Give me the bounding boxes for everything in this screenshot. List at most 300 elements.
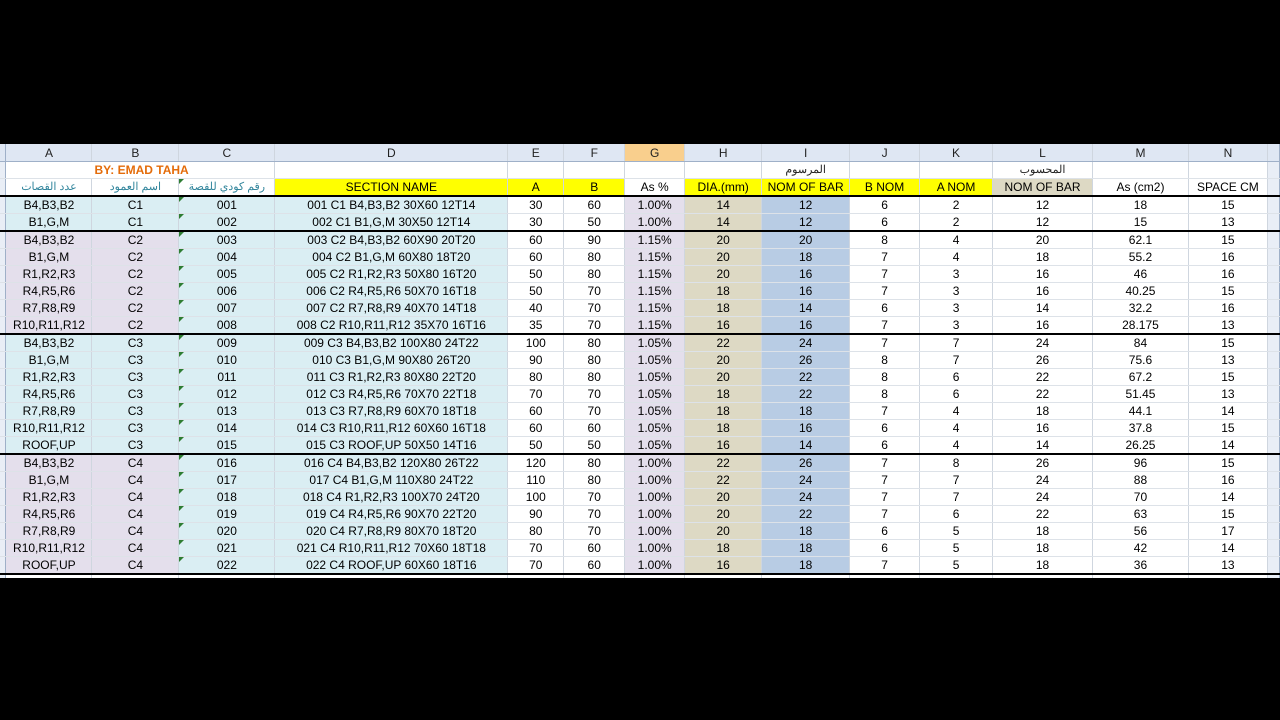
cell-count[interactable]: R10,R11,R12 [6, 317, 92, 335]
cell-nom-of-bar-calc[interactable]: 22 [993, 386, 1093, 403]
cell[interactable] [1093, 162, 1189, 179]
cell-count[interactable]: R1,R2,R3 [6, 266, 92, 283]
cell-a-nom[interactable]: 5 [920, 523, 993, 540]
cell-section-name[interactable]: 004 C2 B1,G,M 60X80 18T20 [275, 249, 508, 266]
cell-section-name[interactable]: 012 C3 R4,R5,R6 70X70 22T18 [275, 386, 508, 403]
cell-column[interactable]: C2 [92, 266, 179, 283]
header-cell-code[interactable]: رقم كودي للقصة [179, 179, 275, 197]
header-cell-count[interactable]: عدد القصات [6, 179, 92, 197]
cell-space[interactable]: 13 [1188, 386, 1267, 403]
cell-b-nom[interactable]: 6 [850, 437, 920, 455]
cell-column[interactable]: C2 [92, 317, 179, 335]
cell-space[interactable]: 14 [1188, 437, 1267, 455]
cell[interactable] [1188, 574, 1267, 578]
cell-a[interactable]: 50 [508, 283, 564, 300]
cell-b[interactable]: 70 [564, 317, 625, 335]
cell-a-nom[interactable]: 7 [920, 472, 993, 489]
cell-dia[interactable]: 18 [685, 420, 762, 437]
cell-section-name[interactable]: 018 C4 R1,R2,R3 100X70 24T20 [275, 489, 508, 506]
cell-dia[interactable]: 18 [685, 540, 762, 557]
cell-nom-of-bar-calc[interactable]: 18 [993, 523, 1093, 540]
cell-b-nom[interactable]: 6 [850, 540, 920, 557]
cell-column[interactable]: C3 [92, 334, 179, 352]
cell[interactable] [564, 162, 625, 179]
cell-code[interactable]: 002 [179, 214, 275, 232]
cell-count[interactable]: B4,B3,B2 [6, 334, 92, 352]
cell-nom-of-bar[interactable]: 12 [762, 196, 850, 214]
cell-b[interactable]: 50 [564, 437, 625, 455]
cell-b-nom[interactable]: 7 [850, 557, 920, 575]
cell-b-nom[interactable]: 7 [850, 472, 920, 489]
cell-b[interactable]: 70 [564, 489, 625, 506]
cell-code[interactable]: 009 [179, 334, 275, 352]
cell-dia[interactable]: 18 [685, 386, 762, 403]
cell-a[interactable]: 35 [508, 317, 564, 335]
cell-count[interactable]: B1,G,M [6, 249, 92, 266]
cell-count[interactable]: R1,R2,R3 [6, 369, 92, 386]
cell-a[interactable]: 120 [508, 454, 564, 472]
cell-b[interactable]: 80 [564, 352, 625, 369]
cell-dia[interactable]: 14 [685, 214, 762, 232]
cell-nom-of-bar[interactable]: 26 [762, 352, 850, 369]
cell-section-name[interactable]: 017 C4 B1,G,M 110X80 24T22 [275, 472, 508, 489]
cell[interactable] [92, 574, 179, 578]
header-cell-section-name[interactable]: SECTION NAME [275, 179, 508, 197]
cell-nom-of-bar[interactable]: 26 [762, 454, 850, 472]
cell-nom-of-bar[interactable]: 16 [762, 420, 850, 437]
cell-column[interactable]: C3 [92, 437, 179, 455]
cell-column[interactable]: C4 [92, 506, 179, 523]
cell-dia[interactable]: 20 [685, 249, 762, 266]
cell-nom-of-bar[interactable]: 24 [762, 334, 850, 352]
cell-a[interactable]: 30 [508, 214, 564, 232]
cell-column[interactable]: C2 [92, 300, 179, 317]
cell-nom-of-bar-calc[interactable]: 18 [993, 249, 1093, 266]
cell-section-name[interactable]: 009 C3 B4,B3,B2 100X80 24T22 [275, 334, 508, 352]
cell[interactable] [685, 162, 762, 179]
cell-space[interactable]: 15 [1188, 283, 1267, 300]
cell-as-percent[interactable]: 1.00% [625, 454, 685, 472]
cell-a[interactable]: 40 [508, 300, 564, 317]
cell-space[interactable]: 13 [1188, 317, 1267, 335]
cell-as-cm2[interactable]: 88 [1093, 472, 1189, 489]
cell-dia[interactable]: 22 [685, 454, 762, 472]
cell-b[interactable]: 80 [564, 266, 625, 283]
cell-a-nom[interactable]: 7 [920, 334, 993, 352]
cell-space[interactable]: 13 [1188, 214, 1267, 232]
cell-space[interactable]: 15 [1188, 420, 1267, 437]
cell-a[interactable]: 50 [508, 266, 564, 283]
cell-b[interactable]: 50 [564, 214, 625, 232]
cell-a-nom[interactable]: 3 [920, 266, 993, 283]
cell-code[interactable]: 015 [179, 437, 275, 455]
cell-nom-of-bar-calc[interactable]: 24 [993, 334, 1093, 352]
cell-nom-of-bar-calc[interactable]: 14 [993, 437, 1093, 455]
cell-as-cm2[interactable]: 96 [1093, 454, 1189, 472]
cell-column[interactable]: C1 [92, 196, 179, 214]
cell-code[interactable]: 006 [179, 283, 275, 300]
cell-nom-of-bar-calc[interactable]: 24 [993, 472, 1093, 489]
cell-a-nom[interactable]: 3 [920, 317, 993, 335]
column-header[interactable]: C [179, 144, 275, 162]
cell-code[interactable]: 013 [179, 403, 275, 420]
cell[interactable] [275, 574, 508, 578]
cell-section-name[interactable]: 014 C3 R10,R11,R12 60X60 16T18 [275, 420, 508, 437]
cell-dia[interactable]: 16 [685, 437, 762, 455]
cell-a-nom[interactable]: 7 [920, 489, 993, 506]
cell-as-cm2[interactable]: 37.8 [1093, 420, 1189, 437]
cell-as-cm2[interactable]: 55.2 [1093, 249, 1189, 266]
cell-a[interactable]: 70 [508, 540, 564, 557]
cell-a[interactable]: 110 [508, 472, 564, 489]
cell-count[interactable]: B1,G,M [6, 472, 92, 489]
cell-b-nom[interactable]: 6 [850, 523, 920, 540]
header-cell-nom-of-bar-calc[interactable]: NOM OF BAR [993, 179, 1093, 197]
header-cell-as-cm2[interactable]: As (cm2) [1093, 179, 1189, 197]
cell-as-cm2[interactable]: 75.6 [1093, 352, 1189, 369]
cell-a[interactable]: 90 [508, 352, 564, 369]
cell-b[interactable]: 90 [564, 231, 625, 249]
cell-space[interactable]: 15 [1188, 196, 1267, 214]
cell-b[interactable]: 60 [564, 557, 625, 575]
cell-as-percent[interactable]: 1.00% [625, 523, 685, 540]
cell[interactable] [508, 574, 564, 578]
cell-nom-of-bar[interactable]: 18 [762, 403, 850, 420]
cell[interactable] [850, 574, 920, 578]
author-cell[interactable]: BY: EMAD TAHA [6, 162, 275, 179]
column-header[interactable]: B [92, 144, 179, 162]
arabic-calc-label[interactable]: المحسوب [993, 162, 1093, 179]
cell-column[interactable]: C4 [92, 489, 179, 506]
cell-b-nom[interactable]: 7 [850, 489, 920, 506]
cell-nom-of-bar-calc[interactable]: 12 [993, 214, 1093, 232]
cell-as-percent[interactable]: 1.15% [625, 231, 685, 249]
cell-section-name[interactable]: 015 C3 ROOF,UP 50X50 14T16 [275, 437, 508, 455]
cell-section-name[interactable]: 001 C1 B4,B3,B2 30X60 12T14 [275, 196, 508, 214]
cell-nom-of-bar[interactable]: 22 [762, 506, 850, 523]
cell-b[interactable]: 80 [564, 454, 625, 472]
cell-nom-of-bar[interactable]: 18 [762, 557, 850, 575]
cell-dia[interactable]: 16 [685, 317, 762, 335]
cell-b-nom[interactable]: 6 [850, 214, 920, 232]
column-header[interactable]: H [685, 144, 762, 162]
column-header[interactable]: A [6, 144, 92, 162]
cell[interactable] [564, 574, 625, 578]
cell-a[interactable]: 80 [508, 523, 564, 540]
cell-nom-of-bar-calc[interactable]: 26 [993, 352, 1093, 369]
cell-count[interactable]: R10,R11,R12 [6, 540, 92, 557]
cell-grid[interactable] [0, 144, 1280, 578]
cell-as-cm2[interactable]: 56 [1093, 523, 1189, 540]
header-cell-b-nom[interactable]: B NOM [850, 179, 920, 197]
cell-b-nom[interactable]: 7 [850, 249, 920, 266]
cell-count[interactable]: B4,B3,B2 [6, 231, 92, 249]
cell-nom-of-bar[interactable]: 16 [762, 266, 850, 283]
cell[interactable] [762, 574, 850, 578]
cell-dia[interactable]: 22 [685, 472, 762, 489]
cell-as-cm2[interactable]: 84 [1093, 334, 1189, 352]
cell-b[interactable]: 80 [564, 249, 625, 266]
cell-a-nom[interactable]: 3 [920, 283, 993, 300]
cell-space[interactable]: 15 [1188, 454, 1267, 472]
cell-dia[interactable]: 20 [685, 231, 762, 249]
cell-as-cm2[interactable]: 36 [1093, 557, 1189, 575]
cell-section-name[interactable]: 021 C4 R10,R11,R12 70X60 18T18 [275, 540, 508, 557]
cell-count[interactable]: R7,R8,R9 [6, 300, 92, 317]
cell-dia[interactable]: 20 [685, 266, 762, 283]
cell-nom-of-bar[interactable]: 14 [762, 437, 850, 455]
cell-code[interactable]: 020 [179, 523, 275, 540]
cell-nom-of-bar-calc[interactable]: 26 [993, 454, 1093, 472]
cell-count[interactable]: R7,R8,R9 [6, 523, 92, 540]
cell[interactable] [1267, 574, 1279, 578]
cell-as-cm2[interactable]: 46 [1093, 266, 1189, 283]
cell-b-nom[interactable]: 6 [850, 196, 920, 214]
cell-b[interactable]: 60 [564, 540, 625, 557]
cell-a[interactable]: 30 [508, 196, 564, 214]
cell-a[interactable]: 60 [508, 249, 564, 266]
cell-nom-of-bar-calc[interactable]: 14 [993, 300, 1093, 317]
cell-column[interactable]: C2 [92, 283, 179, 300]
cell-nom-of-bar[interactable]: 14 [762, 300, 850, 317]
column-header[interactable]: D [275, 144, 508, 162]
cell-a[interactable]: 70 [508, 557, 564, 575]
cell-a[interactable]: 100 [508, 334, 564, 352]
cell-count[interactable]: B1,G,M [6, 214, 92, 232]
cell-b[interactable]: 60 [564, 196, 625, 214]
cell-column[interactable]: C3 [92, 403, 179, 420]
cell-code[interactable]: 022 [179, 557, 275, 575]
cell-b-nom[interactable]: 7 [850, 317, 920, 335]
cell-code[interactable]: 017 [179, 472, 275, 489]
cell-nom-of-bar[interactable]: 20 [762, 231, 850, 249]
cell-nom-of-bar[interactable]: 18 [762, 249, 850, 266]
cell-code[interactable]: 010 [179, 352, 275, 369]
cell-as-percent[interactable]: 1.15% [625, 317, 685, 335]
cell-as-cm2[interactable]: 32.2 [1093, 300, 1189, 317]
cell-section-name[interactable]: 008 C2 R10,R11,R12 35X70 16T16 [275, 317, 508, 335]
cell-b[interactable]: 70 [564, 283, 625, 300]
header-cell-column-name[interactable]: اسم العمود [92, 179, 179, 197]
cell-as-percent[interactable]: 1.00% [625, 557, 685, 575]
cell-nom-of-bar[interactable]: 16 [762, 317, 850, 335]
cell-as-cm2[interactable]: 51.45 [1093, 386, 1189, 403]
cell-as-cm2[interactable]: 44.1 [1093, 403, 1189, 420]
column-header[interactable]: I [762, 144, 850, 162]
cell-b[interactable]: 70 [564, 403, 625, 420]
cell-as-percent[interactable]: 1.00% [625, 472, 685, 489]
cell-space[interactable]: 16 [1188, 266, 1267, 283]
cell-dia[interactable]: 18 [685, 300, 762, 317]
cell-count[interactable]: B4,B3,B2 [6, 196, 92, 214]
cell[interactable] [625, 574, 685, 578]
cell-column[interactable]: C3 [92, 352, 179, 369]
cell-space[interactable]: 13 [1188, 557, 1267, 575]
cell-as-percent[interactable]: 1.00% [625, 196, 685, 214]
cell-a[interactable]: 50 [508, 437, 564, 455]
cell-a-nom[interactable]: 4 [920, 249, 993, 266]
cell-column[interactable]: C1 [92, 214, 179, 232]
cell-nom-of-bar-calc[interactable]: 16 [993, 283, 1093, 300]
header-cell-dia[interactable]: DIA.(mm) [685, 179, 762, 197]
cell-code[interactable]: 003 [179, 231, 275, 249]
cell-as-percent[interactable]: 1.05% [625, 420, 685, 437]
cell-code[interactable]: 008 [179, 317, 275, 335]
cell[interactable] [993, 574, 1093, 578]
cell-a-nom[interactable]: 6 [920, 369, 993, 386]
cell-dia[interactable]: 20 [685, 352, 762, 369]
cell-column[interactable]: C2 [92, 231, 179, 249]
cell-section-name[interactable]: 011 C3 R1,R2,R3 80X80 22T20 [275, 369, 508, 386]
cell-dia[interactable]: 18 [685, 403, 762, 420]
cell-as-percent[interactable]: 1.15% [625, 266, 685, 283]
header-cell-as-percent[interactable]: As % [625, 179, 685, 197]
cell-a-nom[interactable]: 4 [920, 437, 993, 455]
cell-dia[interactable]: 14 [685, 196, 762, 214]
cell-as-cm2[interactable]: 18 [1093, 196, 1189, 214]
cell-a[interactable]: 60 [508, 420, 564, 437]
cell-b-nom[interactable]: 8 [850, 231, 920, 249]
cell[interactable] [920, 162, 993, 179]
cell-dia[interactable]: 20 [685, 489, 762, 506]
cell-nom-of-bar[interactable]: 12 [762, 214, 850, 232]
cell[interactable] [1093, 574, 1189, 578]
cell-column[interactable]: C3 [92, 386, 179, 403]
cell-as-percent[interactable]: 1.00% [625, 214, 685, 232]
cell-section-name[interactable]: 022 C4 ROOF,UP 60X60 18T16 [275, 557, 508, 575]
cell-b-nom[interactable]: 7 [850, 506, 920, 523]
cell-a-nom[interactable]: 5 [920, 540, 993, 557]
cell-as-percent[interactable]: 1.15% [625, 300, 685, 317]
cell-code[interactable]: 007 [179, 300, 275, 317]
cell-code[interactable]: 019 [179, 506, 275, 523]
header-cell-nom-of-bar[interactable]: NOM OF BAR [762, 179, 850, 197]
cell[interactable] [275, 162, 508, 179]
cell-space[interactable]: 15 [1188, 231, 1267, 249]
header-cell-a[interactable]: A [508, 179, 564, 197]
cell-column[interactable]: C4 [92, 454, 179, 472]
cell[interactable] [850, 162, 920, 179]
cell-a[interactable]: 70 [508, 386, 564, 403]
cell-a[interactable]: 90 [508, 506, 564, 523]
cell-code[interactable]: 016 [179, 454, 275, 472]
cell-as-cm2[interactable]: 62.1 [1093, 231, 1189, 249]
cell-count[interactable]: B4,B3,B2 [6, 454, 92, 472]
cell-b-nom[interactable]: 7 [850, 283, 920, 300]
cell-space[interactable]: 14 [1188, 489, 1267, 506]
column-header[interactable]: M [1093, 144, 1189, 162]
cell-dia[interactable]: 16 [685, 557, 762, 575]
cell-b[interactable]: 70 [564, 300, 625, 317]
cell-space[interactable]: 16 [1188, 472, 1267, 489]
cell-space[interactable]: 17 [1188, 523, 1267, 540]
cell-a-nom[interactable]: 4 [920, 403, 993, 420]
cell-dia[interactable]: 18 [685, 283, 762, 300]
cell-nom-of-bar[interactable]: 24 [762, 489, 850, 506]
cell-as-cm2[interactable]: 67.2 [1093, 369, 1189, 386]
cell-column[interactable]: C4 [92, 557, 179, 575]
cell-b-nom[interactable]: 8 [850, 369, 920, 386]
cell-a-nom[interactable]: 6 [920, 386, 993, 403]
cell-a-nom[interactable]: 2 [920, 214, 993, 232]
cell-nom-of-bar[interactable]: 24 [762, 472, 850, 489]
cell-b[interactable]: 80 [564, 472, 625, 489]
cell-b-nom[interactable]: 8 [850, 352, 920, 369]
cell-nom-of-bar-calc[interactable]: 18 [993, 403, 1093, 420]
cell-a-nom[interactable]: 2 [920, 196, 993, 214]
arabic-drawn-label[interactable]: المرسوم [762, 162, 850, 179]
header-cell-space[interactable]: SPACE CM [1188, 179, 1267, 197]
cell-section-name[interactable]: 016 C4 B4,B3,B2 120X80 26T22 [275, 454, 508, 472]
cell-b-nom[interactable]: 7 [850, 266, 920, 283]
cell-b[interactable]: 70 [564, 523, 625, 540]
cell-section-name[interactable]: 005 C2 R1,R2,R3 50X80 16T20 [275, 266, 508, 283]
cell-section-name[interactable]: 002 C1 B1,G,M 30X50 12T14 [275, 214, 508, 232]
cell-as-percent[interactable]: 1.15% [625, 283, 685, 300]
cell-nom-of-bar-calc[interactable]: 18 [993, 540, 1093, 557]
column-header[interactable]: K [920, 144, 993, 162]
cell-as-cm2[interactable]: 70 [1093, 489, 1189, 506]
cell-b-nom[interactable]: 8 [850, 386, 920, 403]
cell-space[interactable]: 15 [1188, 334, 1267, 352]
cell-dia[interactable]: 20 [685, 369, 762, 386]
cell-a[interactable]: 60 [508, 231, 564, 249]
cell-as-cm2[interactable]: 15 [1093, 214, 1189, 232]
cell-a-nom[interactable]: 6 [920, 506, 993, 523]
cell[interactable] [685, 574, 762, 578]
cell-as-percent[interactable]: 1.05% [625, 403, 685, 420]
header-cell-a-nom[interactable]: A NOM [920, 179, 993, 197]
cell-as-percent[interactable]: 1.05% [625, 437, 685, 455]
spreadsheet[interactable] [0, 144, 1280, 578]
cell-as-cm2[interactable]: 40.25 [1093, 283, 1189, 300]
column-header[interactable]: F [564, 144, 625, 162]
cell-b-nom[interactable]: 6 [850, 420, 920, 437]
cell-column[interactable]: C3 [92, 420, 179, 437]
cell-count[interactable]: R4,R5,R6 [6, 506, 92, 523]
cell-count[interactable]: R7,R8,R9 [6, 403, 92, 420]
column-header-selected[interactable]: G [625, 144, 685, 162]
cell-nom-of-bar-calc[interactable]: 18 [993, 557, 1093, 575]
cell[interactable] [625, 162, 685, 179]
cell-a-nom[interactable]: 5 [920, 557, 993, 575]
cell-space[interactable]: 13 [1188, 352, 1267, 369]
cell-as-percent[interactable]: 1.05% [625, 369, 685, 386]
cell[interactable] [6, 574, 92, 578]
cell-as-cm2[interactable]: 42 [1093, 540, 1189, 557]
cell-a[interactable]: 60 [508, 403, 564, 420]
cell-as-cm2[interactable]: 26.25 [1093, 437, 1189, 455]
cell-b[interactable]: 80 [564, 334, 625, 352]
cell-code[interactable]: 018 [179, 489, 275, 506]
cell[interactable] [1188, 162, 1267, 179]
cell-b-nom[interactable]: 7 [850, 454, 920, 472]
cell-section-name[interactable]: 020 C4 R7,R8,R9 80X70 18T20 [275, 523, 508, 540]
cell-column[interactable]: C2 [92, 249, 179, 266]
cell-nom-of-bar-calc[interactable]: 16 [993, 317, 1093, 335]
cell-b[interactable]: 70 [564, 506, 625, 523]
cell-a-nom[interactable]: 3 [920, 300, 993, 317]
cell-as-percent[interactable]: 1.15% [625, 249, 685, 266]
cell-code[interactable]: 012 [179, 386, 275, 403]
cell-a[interactable]: 100 [508, 489, 564, 506]
header-cell-b[interactable]: B [564, 179, 625, 197]
cell-nom-of-bar[interactable]: 18 [762, 540, 850, 557]
cell[interactable] [179, 574, 275, 578]
cell-section-name[interactable]: 007 C2 R7,R8,R9 40X70 14T18 [275, 300, 508, 317]
cell-nom-of-bar-calc[interactable]: 20 [993, 231, 1093, 249]
cell-code[interactable]: 014 [179, 420, 275, 437]
